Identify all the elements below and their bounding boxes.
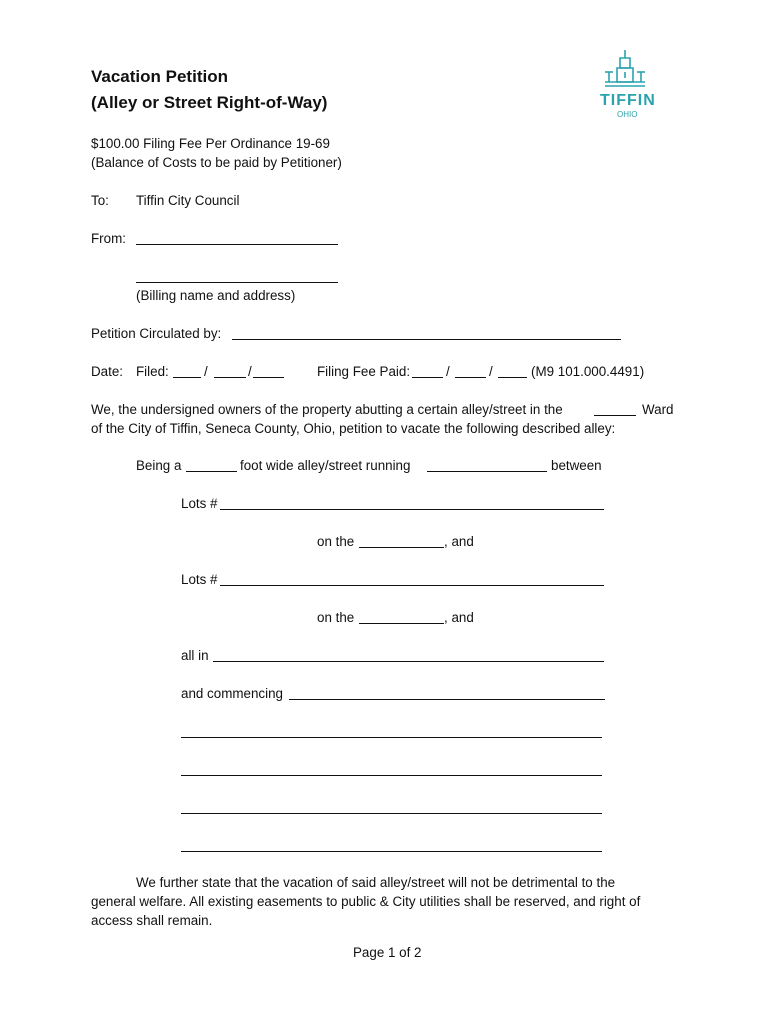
- being-a-label: Being a: [136, 458, 182, 473]
- paid-year-field[interactable]: [498, 377, 527, 378]
- filed-label: Filed:: [136, 364, 169, 379]
- intro-line-2: of the City of Tiffin, Seneca County, Ohio, petition to vacate the following described alley:: [91, 421, 616, 436]
- lots-field-2[interactable]: [220, 585, 604, 586]
- filed-day-field[interactable]: [214, 377, 246, 378]
- from-label: From:: [91, 231, 126, 246]
- ward-field[interactable]: [594, 415, 636, 416]
- fee-paid-label: Filing Fee Paid:: [317, 364, 411, 379]
- paid-month-field[interactable]: [412, 377, 443, 378]
- filing-fee-line: $100.00 Filing Fee Per Ordinance 19-69: [91, 136, 330, 151]
- on-the-label: on the: [317, 534, 355, 549]
- closing-line-1: We further state that the vacation of said alley/street will not be detrimental to the: [136, 875, 616, 890]
- width-field[interactable]: [186, 471, 237, 472]
- commencing-field[interactable]: [289, 699, 605, 700]
- document-title: Vacation Petition: [91, 67, 228, 86]
- date-slash: /: [489, 364, 493, 379]
- to-label: To:: [91, 193, 109, 208]
- billing-note: (Billing name and address): [136, 288, 296, 303]
- on-the-field-1[interactable]: [359, 547, 444, 548]
- on-the-label: on the: [317, 610, 355, 625]
- description-line[interactable]: [181, 737, 602, 738]
- logo-wordmark: TIFFIN: [600, 92, 656, 109]
- on-the-field-2[interactable]: [359, 623, 444, 624]
- logo-subtext: OHIO: [617, 110, 638, 119]
- and-label: , and: [444, 534, 474, 549]
- page-number: Page 1 of 2: [353, 945, 422, 960]
- closing-line-3: access shall remain.: [91, 913, 213, 928]
- description-line[interactable]: [181, 851, 602, 852]
- lots-label: Lots #: [181, 496, 218, 511]
- and-label: , and: [444, 610, 474, 625]
- date-slash: /: [204, 364, 208, 379]
- lots-label: Lots #: [181, 572, 218, 587]
- to-value: Tiffin City Council: [136, 193, 240, 208]
- date-label: Date:: [91, 364, 124, 379]
- all-in-field[interactable]: [213, 661, 604, 662]
- description-line[interactable]: [181, 775, 602, 776]
- running-direction-field[interactable]: [427, 471, 547, 472]
- closing-line-2: general welfare. All existing easements to public & City utilities shall be reserved, and right of: [91, 894, 641, 909]
- description-line[interactable]: [181, 813, 602, 814]
- filed-year-field[interactable]: [253, 377, 284, 378]
- commencing-label: and commencing: [181, 686, 283, 701]
- paid-day-field[interactable]: [455, 377, 486, 378]
- between-label: between: [551, 458, 602, 473]
- intro-line-1: We, the undersigned owners of the property abutting a certain alley/street in the: [91, 402, 563, 417]
- running-label: foot wide alley/street running: [240, 458, 411, 473]
- document-subtitle: (Alley or Street Right-of-Way): [91, 93, 328, 112]
- lots-field-1[interactable]: [220, 509, 604, 510]
- balance-costs-line: (Balance of Costs to be paid by Petitioner): [91, 155, 342, 170]
- filed-month-field[interactable]: [173, 377, 201, 378]
- circulated-label: Petition Circulated by:: [91, 326, 222, 341]
- from-address-field[interactable]: [136, 282, 338, 283]
- ward-label: Ward: [642, 402, 674, 417]
- all-in-label: all in: [181, 648, 209, 663]
- account-number: (M9 101.000.4491): [531, 364, 645, 379]
- from-name-field[interactable]: [136, 244, 338, 245]
- date-slash: /: [248, 364, 252, 379]
- circulated-by-field[interactable]: [232, 339, 621, 340]
- date-slash: /: [446, 364, 450, 379]
